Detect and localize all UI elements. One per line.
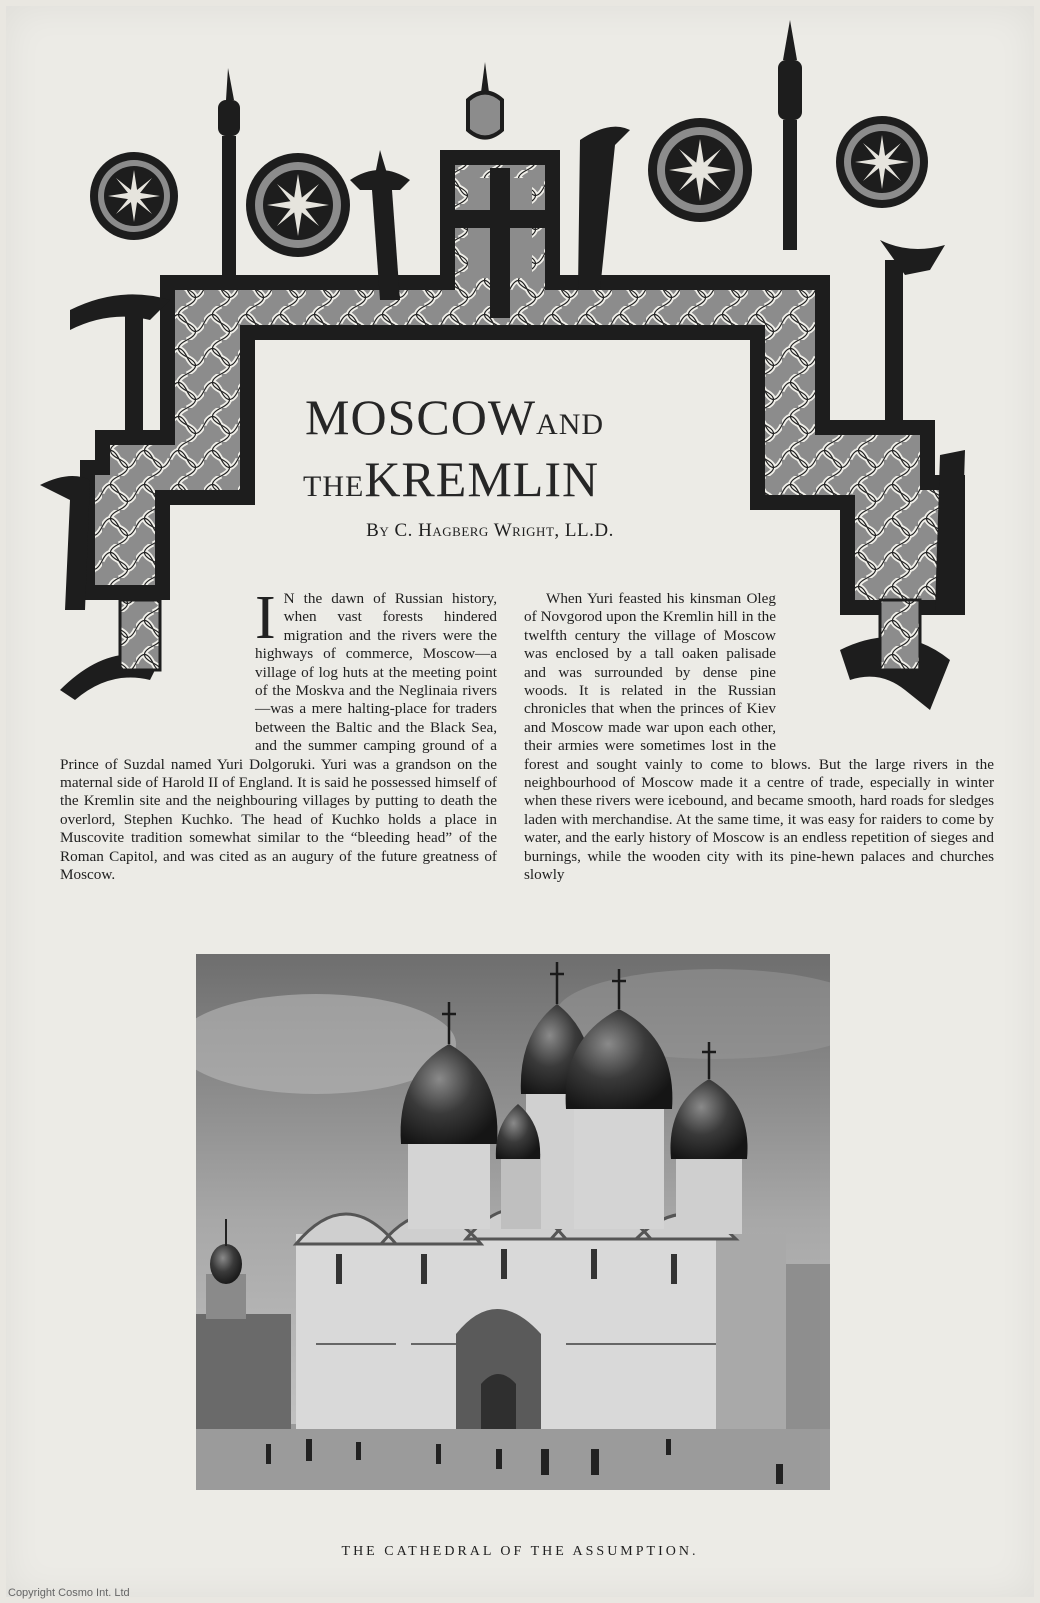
title-word-kremlin: KREMLIN	[364, 451, 600, 507]
photo-caption: THE CATHEDRAL OF THE ASSUMPTION.	[341, 1544, 699, 1559]
column-wrap-spacer	[60, 590, 255, 738]
drop-cap: I	[255, 584, 276, 652]
byline: By C. Hagberg Wright, LL.D.	[366, 520, 614, 541]
rosette-icon	[648, 118, 752, 222]
paragraph-1-cont: Black Sea, and the summer camping ground of a Prince of Suzdal named Yuri Dolgoruki. Yuri was a grandson on the maternal side of Harold II of England. It is said he possessed himself of the Kremlin site and the neighbouring villages by putting to death the overlord, Stephen Kuchko. The head of Kuchko holds a place in Muscovite tradition somewhat similar to the “bleeding head” of the Roman Capitol, and was cited as an augury of the future greatness of Moscow.	[60, 718, 498, 884]
title-word-the: THE	[303, 470, 365, 503]
paragraph-2-text: When Yuri feasted his kinsman Oleg of Novgorod upon the Kremlin hill in the twelfth century the village of Moscow was enclosed by a tall oaken palisade and was surrounded by dense pine woods. It is related in the Russian chronicles that when the princes of Kiev and	[524, 590, 776, 736]
column-right	[524, 590, 994, 885]
article-title-line1	[305, 388, 705, 446]
copyright-watermark: Copyright Cosmo Int. Ltd	[8, 1587, 130, 1599]
column-wrap-spacer	[776, 590, 994, 738]
rosette-icon	[90, 152, 178, 240]
paragraph-1-text: N the dawn of Russian history, when vast forests hindered migration and the rivers were the highways of commerce, Moscow—a village of log huts at the meeting point of the Moskva and the Neglinaia rivers—was a mere halting-place for traders between the Baltic and the	[255, 590, 497, 736]
rosette-icon	[246, 153, 350, 257]
title-word-moscow: MOSCOW	[305, 389, 537, 445]
title-word-and: AND	[536, 408, 605, 441]
article-title-line2	[303, 450, 703, 508]
rosette-icon	[836, 116, 928, 208]
paragraph-2-cont: Moscow made war upon each other, their armies were sometimes lost in the forest and sought vainly to come to blows. But the large rivers in the neighbourhood of Moscow made it a centre of trade, especially in winter when these rivers were icebound, and became smooth, hard roads for sledges laden with merchandise. At the same time, it was easy for raiders to come by water, and the early history of Moscow is an endless repetition of sieges and burnings, while the wooden city with its pine-hewn palaces and churches slowly	[524, 718, 994, 884]
cathedral-photo	[196, 954, 830, 1490]
column-left	[60, 584, 498, 885]
